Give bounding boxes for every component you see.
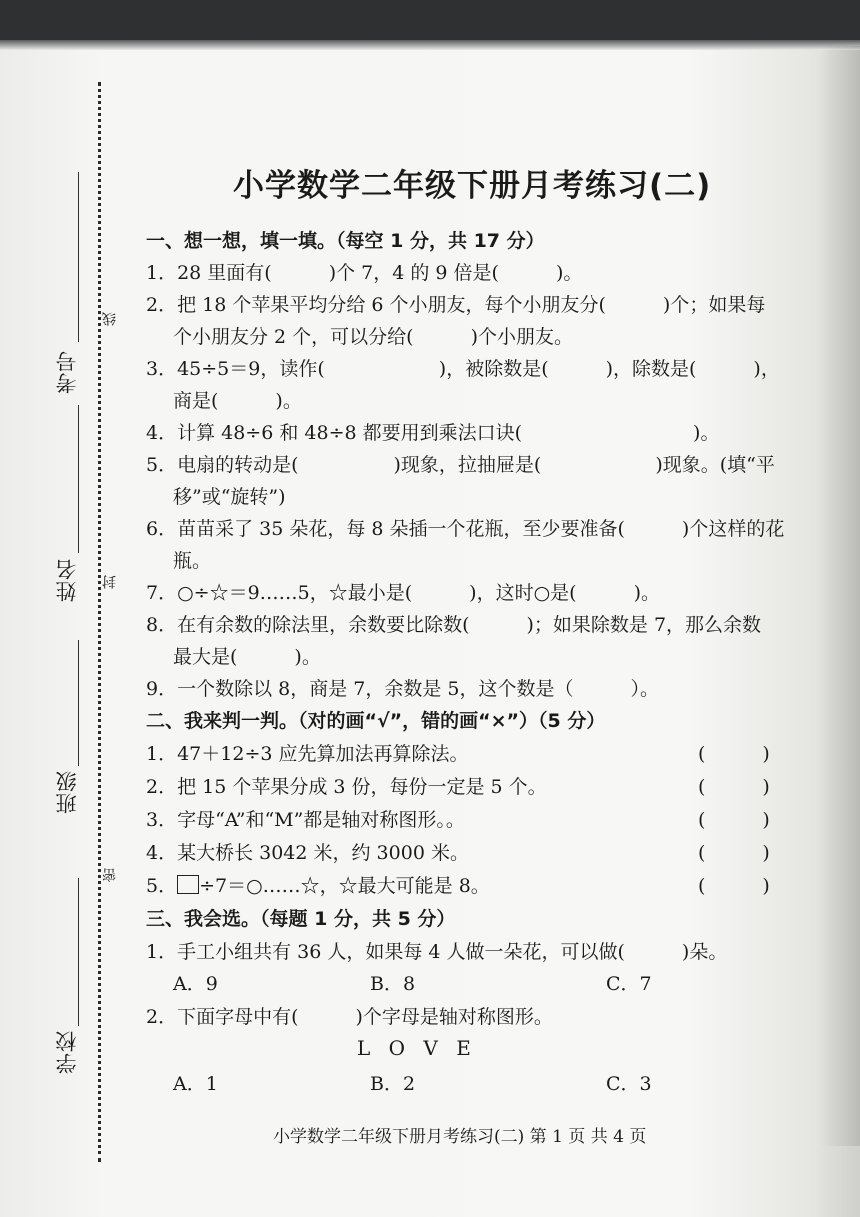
s3-q2-letters: L O V E	[357, 1036, 477, 1060]
s2-answer-4: ( )	[698, 842, 770, 864]
section2-heading: 二、我来判一判。（对的画“√”，错的画“×”）（5 分）	[146, 710, 606, 732]
seal-line-mark: 线	[102, 312, 118, 326]
s1-line-14: 9．一个数除以 8，商是 7，余数是 5，这个数是（ ）。	[146, 678, 659, 700]
page-footer: 小学数学二年级下册月考练习(二) 第 1 页 共 4 页	[273, 1127, 647, 1147]
s2-item-3: 3．字母“A”和“M”都是轴对称图形。。	[146, 809, 465, 831]
s3-q2-option-b: B．2	[370, 1073, 416, 1095]
s2-item-5-text: ÷7＝○……☆，☆最大可能是 8。	[199, 875, 490, 897]
name-label: 姓名	[55, 558, 79, 602]
school-label: 学校	[55, 1030, 79, 1074]
s2-answer-5: ( )	[698, 875, 770, 897]
s3-q1-option-a: A．9	[173, 973, 218, 995]
s1-line-7: 5．电扇的转动是( )现象，拉抽屉是( )现象。(填“平	[146, 454, 775, 476]
s2-item-4: 4．某大桥长 3042 米，约 3000 米。	[146, 842, 469, 864]
s2-item-5	[146, 871, 490, 898]
class-label: 班级	[55, 770, 79, 814]
s3-q2-option-c: C．3	[606, 1073, 652, 1095]
s2-answer-1: ( )	[698, 743, 770, 765]
s3-q1: 1．手工小组共有 36 人，如果每 4 人做一朵花，可以做( )朵。	[146, 941, 728, 963]
scan-shadow	[0, 40, 860, 50]
s3-q2: 2．下面字母中有( )个字母是轴对称图形。	[146, 1006, 553, 1028]
s2-answer-2: ( )	[698, 776, 770, 798]
binding-dotted-line	[98, 82, 101, 1162]
seal-feng-mark: 封	[102, 575, 118, 589]
class-blank	[78, 640, 79, 766]
s2-item-2: 2．把 15 个苹果分成 3 份，每份一定是 5 个。	[146, 776, 547, 798]
s3-q1-option-b: B．8	[370, 973, 416, 995]
name-blank	[78, 405, 79, 553]
s1-line-8: 移”或“旋转”)	[173, 486, 286, 508]
school-blank	[78, 878, 79, 1026]
s1-line-2: 2．把 18 个苹果平均分给 6 个小朋友，每个小朋友分( )个；如果每	[146, 294, 766, 316]
s1-line-3: 个小朋友分 2 个，可以分给( )个小朋友。	[173, 326, 573, 348]
s2-item-1: 1．47＋12÷3 应先算加法再算除法。	[146, 743, 469, 765]
s1-line-11: 7．○÷☆＝9……5，☆最小是( )，这时○是( )。	[146, 582, 660, 604]
s1-line-5: 商是( )。	[173, 390, 302, 412]
page-title: 小学数学二年级下册月考练习(二)	[233, 168, 712, 204]
s1-line-10: 瓶。	[173, 550, 212, 572]
blank-square-icon	[177, 875, 199, 894]
s1-line-9: 6．苗苗采了 35 朵花，每 8 朵插一个花瓶，至少要准备( )个这样的花	[146, 518, 785, 540]
s3-q2-option-a: A．1	[173, 1073, 218, 1095]
s2-answer-3: ( )	[698, 809, 770, 831]
s1-line-4: 3．45÷5＝9，读作( )，被除数是( )，除数是( )，	[146, 358, 780, 380]
s1-line-13: 最大是( )。	[173, 646, 321, 668]
seal-mi-mark: 密	[102, 868, 118, 882]
exam-number-label: 考号	[55, 350, 79, 394]
section3-heading: 三、我会选。（每题 1 分，共 5 分）	[146, 908, 456, 930]
exam-number-blank	[78, 172, 79, 342]
page-curl-shadow	[820, 46, 860, 1146]
s1-line-6: 4．计算 48÷6 和 48÷8 都要用到乘法口诀( )。	[146, 422, 720, 444]
section1-heading: 一、想一想，填一填。（每空 1 分，共 17 分）	[146, 230, 545, 252]
s2-item-5-number: 5．	[146, 875, 178, 897]
s1-line-12: 8．在有余数的除法里，余数要比除数( )；如果除数是 7，那么余数	[146, 614, 762, 636]
s3-q1-option-c: C．7	[606, 973, 652, 995]
s1-line-1: 1．28 里面有( )个 7，4 的 9 倍是( )。	[146, 262, 583, 284]
